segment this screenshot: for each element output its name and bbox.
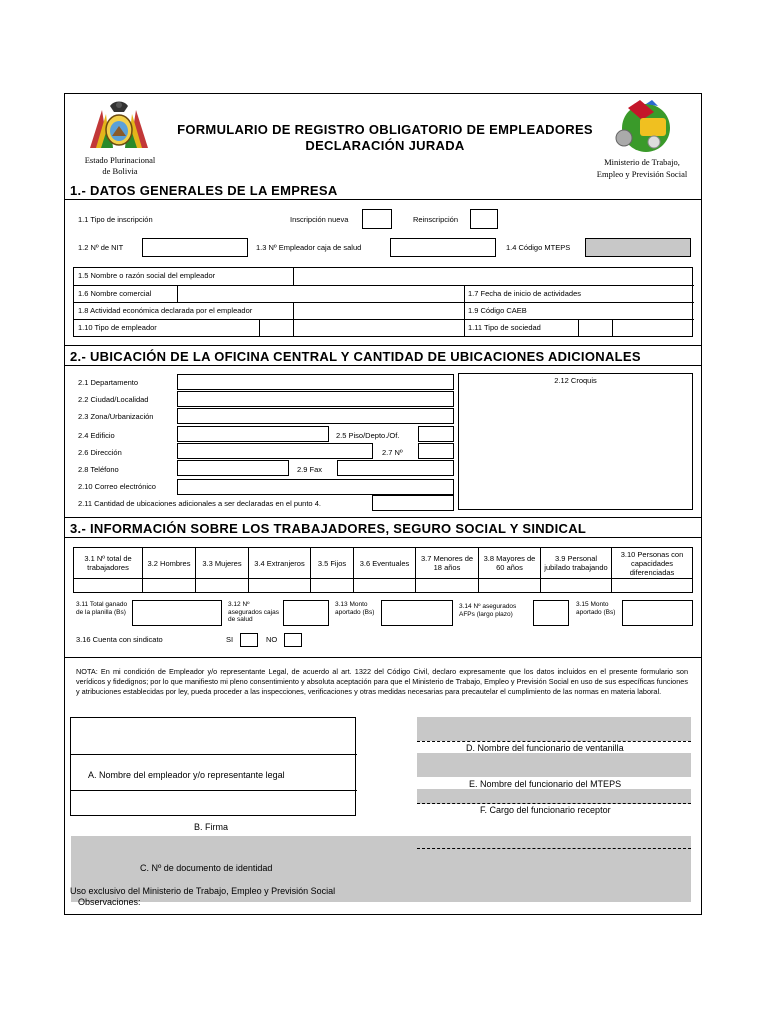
checkbox-sindicato-si[interactable] bbox=[240, 633, 258, 647]
label-reinscripcion: Reinscripción bbox=[413, 215, 459, 224]
label-1-4: 1.4 Código MTEPS bbox=[506, 243, 571, 252]
label-f-cargo-funcionario: F. Cargo del funcionario receptor bbox=[480, 805, 611, 815]
label-c-documento-identidad: C. Nº de documento de identidad bbox=[140, 863, 273, 873]
label-1-9: 1.9 Código CAEB bbox=[468, 306, 527, 315]
label-1-6: 1.6 Nombre comercial bbox=[78, 289, 152, 298]
section1-heading: 1.- DATOS GENERALES DE LA EMPRESA bbox=[70, 183, 338, 198]
col-3-7: 3.7 Menores de 18 años bbox=[415, 547, 479, 579]
field-codigo-mteps[interactable] bbox=[585, 238, 691, 257]
field-funcionario-ventanilla[interactable] bbox=[417, 717, 691, 741]
field-correo[interactable] bbox=[177, 479, 454, 495]
col-3-3: 3.3 Mujeres bbox=[195, 547, 249, 579]
checkbox-reinscripcion[interactable] bbox=[470, 209, 498, 229]
field-tipo-empleador[interactable] bbox=[259, 319, 291, 335]
col-3-2: 3.2 Hombres bbox=[142, 547, 196, 579]
label-1-11: 1.11 Tipo de sociedad bbox=[468, 323, 541, 332]
bolivia-coat-of-arms-icon bbox=[84, 98, 154, 154]
field-ciudad[interactable] bbox=[177, 391, 454, 407]
right-caption-2: Empleo y Previsión Social bbox=[596, 169, 688, 179]
field-total-ganado[interactable] bbox=[132, 600, 222, 626]
field-direccion[interactable] bbox=[177, 443, 373, 459]
field-firma[interactable] bbox=[71, 790, 355, 815]
croquis-box[interactable] bbox=[458, 373, 693, 510]
col-3-6: 3.6 Eventuales bbox=[353, 547, 416, 579]
col-3-4: 3.4 Extranjeros bbox=[248, 547, 311, 579]
cell-3-3[interactable] bbox=[195, 578, 249, 593]
section-divider bbox=[64, 365, 702, 366]
cell-3-4[interactable] bbox=[248, 578, 311, 593]
field-numero[interactable] bbox=[418, 443, 454, 459]
label-2-9: 2.9 Fax bbox=[297, 465, 323, 474]
field-tipo-sociedad[interactable] bbox=[578, 319, 610, 335]
field-monto-aportado-caja[interactable] bbox=[381, 600, 453, 626]
field-funcionario-mteps[interactable] bbox=[417, 753, 691, 777]
field-nombre-comercial[interactable] bbox=[177, 285, 462, 300]
label-si: SI bbox=[226, 635, 234, 644]
field-departamento[interactable] bbox=[177, 374, 454, 390]
field-asegurados-afp[interactable] bbox=[533, 600, 569, 626]
field-piso[interactable] bbox=[418, 426, 454, 442]
cell-3-7[interactable] bbox=[415, 578, 479, 593]
label-a-nombre-empleador: A. Nombre del empleador y/o representante legal bbox=[88, 770, 285, 780]
section-divider bbox=[64, 345, 702, 346]
col-3-9: 3.9 Personal jubilado trabajando bbox=[540, 547, 612, 579]
label-2-8: 2.8 Teléfono bbox=[78, 465, 119, 474]
field-telefono[interactable] bbox=[177, 460, 289, 476]
nota-declaracion: NOTA: En mi condición de Empleador y/o representante Legal, de acuerdo al art. 1322 del Código Civil, declaro expresamente que los datos incluidos en el presente formulario son verídicos y fidedignos; por lo que manifiesto mi pleno consentimiento y absoluta aceptación para que el Ministerio de Trabajo, Empleo y Previsión Social en uso de sus específicas funciones y atribuciones establecidas por ley, pueda proceder a las inspecciones, verificaciones y otras medidas necesarias para precautelar el cumplimiento de las normas en materia laboral. bbox=[76, 667, 688, 696]
section2-heading: 2.- UBICACIÓN DE LA OFICINA CENTRAL Y CANTIDAD DE UBICACIONES ADICIONALES bbox=[70, 349, 641, 364]
left-caption-1: Estado Plurinacional bbox=[84, 155, 156, 165]
cell-3-2[interactable] bbox=[142, 578, 196, 593]
label-2-7: 2.7 Nº bbox=[382, 448, 403, 457]
field-asegurados-caja[interactable] bbox=[283, 600, 329, 626]
label-1-10: 1.10 Tipo de empleador bbox=[78, 323, 157, 332]
label-2-11: 2.11 Cantidad de ubicaciones adicionales a ser declaradas en el punto 4. bbox=[78, 499, 321, 508]
label-3-11: 3.11 Total ganado de la planilla (Bs) bbox=[76, 601, 128, 616]
field-cargo-funcionario[interactable] bbox=[417, 789, 691, 804]
right-caption-1: Ministerio de Trabajo, bbox=[604, 157, 680, 167]
label-3-15: 3.15 Monto aportado (Bs) bbox=[576, 601, 616, 616]
label-3-14: 3.14 Nº asegurados AFPs (largo plazo) bbox=[459, 603, 517, 618]
label-3-16: 3.16 Cuenta con sindicato bbox=[76, 635, 163, 644]
cell-3-9[interactable] bbox=[540, 578, 612, 593]
label-3-12: 3.12 Nº asegurados cajas de salud bbox=[228, 601, 279, 623]
field-empleador-caja[interactable] bbox=[390, 238, 496, 257]
checkbox-sindicato-no[interactable] bbox=[284, 633, 302, 647]
checkbox-inscripcion-nueva[interactable] bbox=[362, 209, 392, 229]
label-2-5: 2.5 Piso/Depto./Of. bbox=[336, 431, 400, 440]
cell-3-10[interactable] bbox=[611, 578, 693, 593]
form-title-line2: DECLARACIÓN JURADA bbox=[305, 138, 465, 153]
label-1-3: 1.3 Nº Empleador caja de salud bbox=[256, 243, 362, 252]
label-1-8: 1.8 Actividad económica declarada por el empleador bbox=[78, 306, 253, 315]
label-inscripcion-nueva: Inscripción nueva bbox=[290, 215, 349, 224]
label-1-5: 1.5 Nombre o razón social del empleador bbox=[78, 271, 216, 280]
label-b-firma: B. Firma bbox=[194, 822, 229, 832]
col-3-8: 3.8 Mayores de 60 años bbox=[478, 547, 541, 579]
section-divider bbox=[64, 199, 702, 200]
field-fax[interactable] bbox=[337, 460, 454, 476]
cell-3-5[interactable] bbox=[310, 578, 354, 593]
label-1-7: 1.7 Fecha de inicio de actividades bbox=[468, 289, 581, 298]
label-e-funcionario-mteps: E. Nombre del funcionario del MTEPS bbox=[469, 779, 622, 789]
field-monto-aportado-afp[interactable] bbox=[622, 600, 693, 626]
label-d-funcionario-ventanilla: D. Nombre del funcionario de ventanilla bbox=[466, 743, 624, 753]
col-3-5: 3.5 Fijos bbox=[310, 547, 354, 579]
field-nombre-empleador[interactable] bbox=[71, 718, 355, 753]
field-edificio[interactable] bbox=[177, 426, 329, 442]
left-caption-2: de Bolivia bbox=[102, 166, 138, 176]
form-title-line1: FORMULARIO DE REGISTRO OBLIGATORIO DE EMPLEADORES bbox=[177, 122, 593, 137]
section-divider bbox=[64, 657, 702, 658]
label-2-10: 2.10 Correo electrónico bbox=[78, 482, 156, 491]
section3-heading: 3.- INFORMACIÓN SOBRE LOS TRABAJADORES, SEGURO SOCIAL Y SINDICAL bbox=[70, 521, 587, 536]
label-no: NO bbox=[266, 635, 278, 644]
field-nit[interactable] bbox=[142, 238, 248, 257]
field-zona[interactable] bbox=[177, 408, 454, 424]
ministry-logo-icon bbox=[610, 98, 678, 154]
label-2-6: 2.6 Dirección bbox=[78, 448, 122, 457]
label-observaciones: Observaciones: bbox=[78, 897, 141, 907]
label-2-4: 2.4 Edificio bbox=[78, 431, 115, 440]
label-2-2: 2.2 Ciudad/Localidad bbox=[78, 395, 149, 404]
col-3-1: 3.1 Nº total de trabajadores bbox=[73, 547, 143, 579]
section-divider bbox=[64, 517, 702, 518]
cell-3-1[interactable] bbox=[73, 578, 143, 593]
cell-3-8[interactable] bbox=[478, 578, 541, 593]
section-divider bbox=[64, 537, 702, 538]
label-uso-exclusivo: Uso exclusivo del Ministerio de Trabajo, Empleo y Previsión Social bbox=[70, 886, 336, 896]
label-2-12: 2.12 Croquis bbox=[554, 376, 597, 385]
field-ubicaciones-adicionales[interactable] bbox=[372, 495, 454, 511]
col-3-10: 3.10 Personas con capacidades diferenciadas bbox=[611, 547, 693, 579]
label-2-3: 2.3 Zona/Urbanización bbox=[78, 412, 154, 421]
label-1-2: 1.2 Nº de NIT bbox=[78, 243, 124, 252]
field-actividad-economica[interactable] bbox=[293, 302, 462, 317]
label-3-13: 3.13 Monto aportado (Bs) bbox=[335, 601, 375, 616]
label-1-1: 1.1 Tipo de inscripción bbox=[78, 215, 153, 224]
label-2-1: 2.1 Departamento bbox=[78, 378, 139, 387]
cell-3-6[interactable] bbox=[353, 578, 416, 593]
field-razon-social[interactable] bbox=[293, 268, 692, 283]
